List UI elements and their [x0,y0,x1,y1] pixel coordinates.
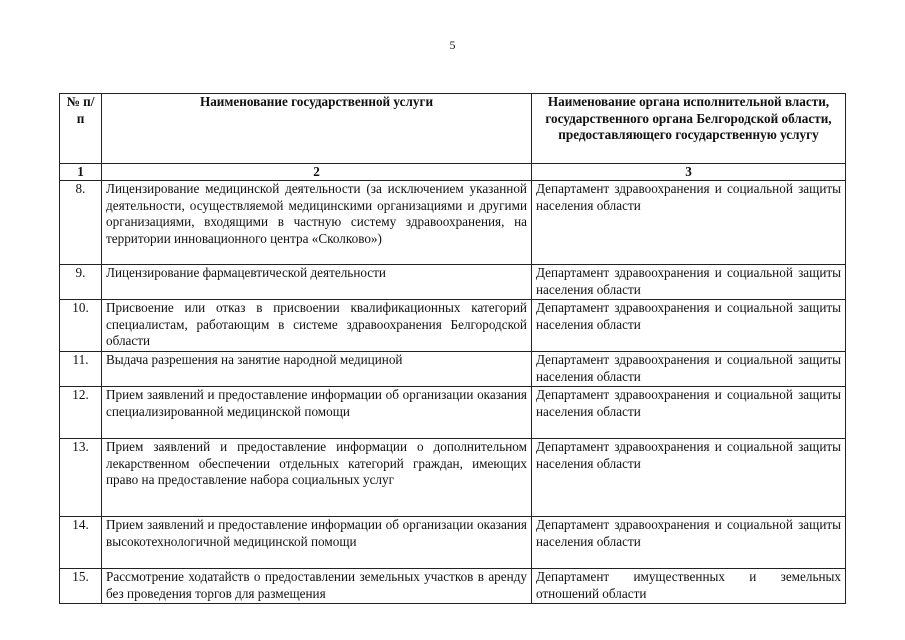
column-index-row [60,164,846,181]
row-number: 15. [60,569,102,604]
organ-name: Департамент здравоохранения и социальной защиты населения области [532,352,846,387]
row-number: 12. [60,387,102,439]
row-number: 14. [60,517,102,569]
table-row [60,569,846,604]
row-number: 10. [60,300,102,352]
table-row [60,517,846,569]
service-name: Присвоение или отказ в присвоении квалификационных категорий специалистам, работающим в системе здравоохранения Белгородской области [102,300,532,352]
column-index: 1 [60,164,102,181]
row-number: 13. [60,439,102,517]
service-name: Выдача разрешения на занятие народной медициной [102,352,532,387]
table-row [60,439,846,517]
header-number: № п/п [60,94,102,164]
service-name: Рассмотрение ходатайств о предоставлении земельных участков в аренду без проведения торгов для размещения [102,569,532,604]
table-header-row [60,94,846,164]
organ-name: Департамент здравоохранения и социальной защиты населения области [532,181,846,265]
table-row [60,387,846,439]
organ-name: Департамент здравоохранения и социальной защиты населения области [532,265,846,300]
service-name: Прием заявлений и предоставление информации о дополнительном лекарственном обеспечении отдельных категорий граждан, имеющих право на предоставление набора социальных услуг [102,439,532,517]
organ-name: Департамент здравоохранения и социальной защиты населения области [532,517,846,569]
table-row [60,352,846,387]
row-number: 8. [60,181,102,265]
column-index: 3 [532,164,846,181]
organ-name: Департамент имущественных и земельных отношений области [532,569,846,604]
page-number: 5 [449,38,456,52]
row-number: 9. [60,265,102,300]
service-name: Прием заявлений и предоставление информации об организации оказания высокотехнологичной медицинской помощи [102,517,532,569]
service-name: Лицензирование медицинской деятельности (за исключением указанной деятельности, осуществляемой медицинскими организациями и другими организациями, входящими в частную систему здравоохранения, на территории инновационного центра «Сколково») [102,181,532,265]
header-service-name: Наименование государственной услуги [102,94,532,164]
table-row [60,181,846,265]
table-row [60,265,846,300]
header-organ-name: Наименование органа исполнительной власти, государственного органа Белгородской области, предоставляющего государственную услугу [532,94,846,164]
organ-name: Департамент здравоохранения и социальной защиты населения области [532,439,846,517]
services-table [59,93,846,604]
organ-name: Департамент здравоохранения и социальной защиты населения области [532,300,846,352]
organ-name: Департамент здравоохранения и социальной защиты населения области [532,387,846,439]
service-name: Лицензирование фармацевтической деятельности [102,265,532,300]
column-index: 2 [102,164,532,181]
table-row [60,300,846,352]
row-number: 11. [60,352,102,387]
service-name: Прием заявлений и предоставление информации об организации оказания специализированной медицинской помощи [102,387,532,439]
